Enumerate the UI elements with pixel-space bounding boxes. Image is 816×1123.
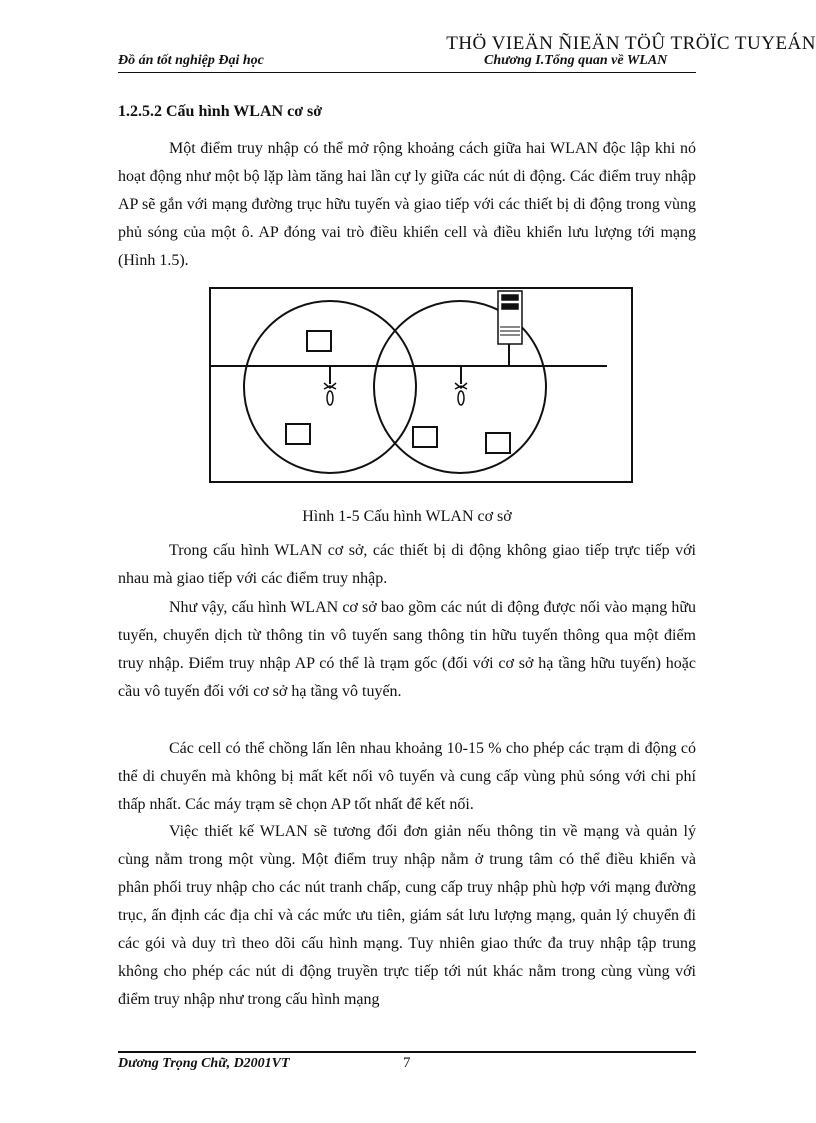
watermark-text: THÖ VIEÄN ÑIEÄN TÖÛ TRÖÏC TUYEÁN [446, 33, 816, 54]
header-document-title: Đồ án tốt nghiệp Đại học [118, 53, 264, 68]
wlan-diagram [209, 287, 633, 483]
server-icon [498, 291, 522, 344]
figure-caption: Hình 1-5 Cấu hình WLAN cơ sở [302, 508, 512, 525]
paragraph-2: Trong cấu hình WLAN cơ sở, các thiết bị di động không giao tiếp trực tiếp với nhau mà giao tiếp với các điểm truy nhập. [118, 542, 696, 587]
paragraph-1: Một điểm truy nhập có thể mở rộng khoảng cách giữa hai WLAN độc lập khi nó hoạt động như một bộ lặp làm tăng hai lần cự ly giữa các nút di động. Các điểm truy nhập AP sẽ gắn với mạng đường trục hữu tuyến và giao tiếp với các thiết bị di động trong vùng phủ sóng của một ô. AP đóng vai trò điều khiển cell và điều khiển lưu lượng tới mạng (Hình 1.5). [118, 140, 696, 269]
section-heading: 1.2.5.2 Cấu hình WLAN cơ sở [118, 103, 323, 120]
header-divider [118, 72, 696, 73]
paragraph-5: Việc thiết kế WLAN sẽ tương đối đơn giản nếu thông tin về mạng và quản lý cùng nằm trong một vùng. Một điểm truy nhập nằm ở trung tâm có thể điều khiển và phân phối truy nhập cho các nút tranh chấp, cung cấp truy nhập phù hợp với mạng đường trục, ấn định các địa chỉ và các mức ưu tiên, giám sát lưu lượng mạng, quản lý chuyển đi các gói và duy trì theo dõi cấu hình mạng. Tuy nhiên giao thức đa truy nhập tập trung không cho phép các nút di động truyền trực tiếp tới nút khác nằm trong cùng vùng với điểm truy nhập như trong cấu hình mạng [118, 823, 696, 1008]
access-point-left-icon [324, 383, 336, 405]
header-chapter-title: Chương I.Tổng quan về WLAN [484, 53, 668, 68]
mobile-station-3-icon [413, 427, 437, 447]
access-point-right-icon [455, 383, 467, 405]
cell-left [244, 301, 416, 473]
mobile-station-1-icon [307, 331, 331, 351]
mobile-station-4-icon [486, 433, 510, 453]
mobile-station-2-icon [286, 424, 310, 444]
page-number: 7 [403, 1055, 411, 1071]
footer-author: Dương Trọng Chữ, D2001VT [118, 1056, 290, 1071]
footer-divider [118, 1051, 696, 1053]
paragraph-4: Các cell có thể chồng lấn lên nhau khoảng 10-15 % cho phép các trạm di động có thể di chuyển mà không bị mất kết nối vô tuyến và cung cấp vùng phủ sóng với chi phí thấp nhất. Các máy trạm sẽ chọn AP tốt nhất để kết nối. [118, 740, 696, 813]
paragraph-3: Như vậy, cấu hình WLAN cơ sở bao gồm các nút di động được nối vào mạng hữu tuyến, chuyển dịch từ thông tin vô tuyến sang thông tin hữu tuyến thông qua một điểm truy nhập. Điểm truy nhập AP có thể là trạm gốc (đối với cơ sở hạ tầng hữu tuyến) hoặc cầu vô tuyến đối với cơ sở hạ tầng vô tuyến. [118, 599, 696, 700]
